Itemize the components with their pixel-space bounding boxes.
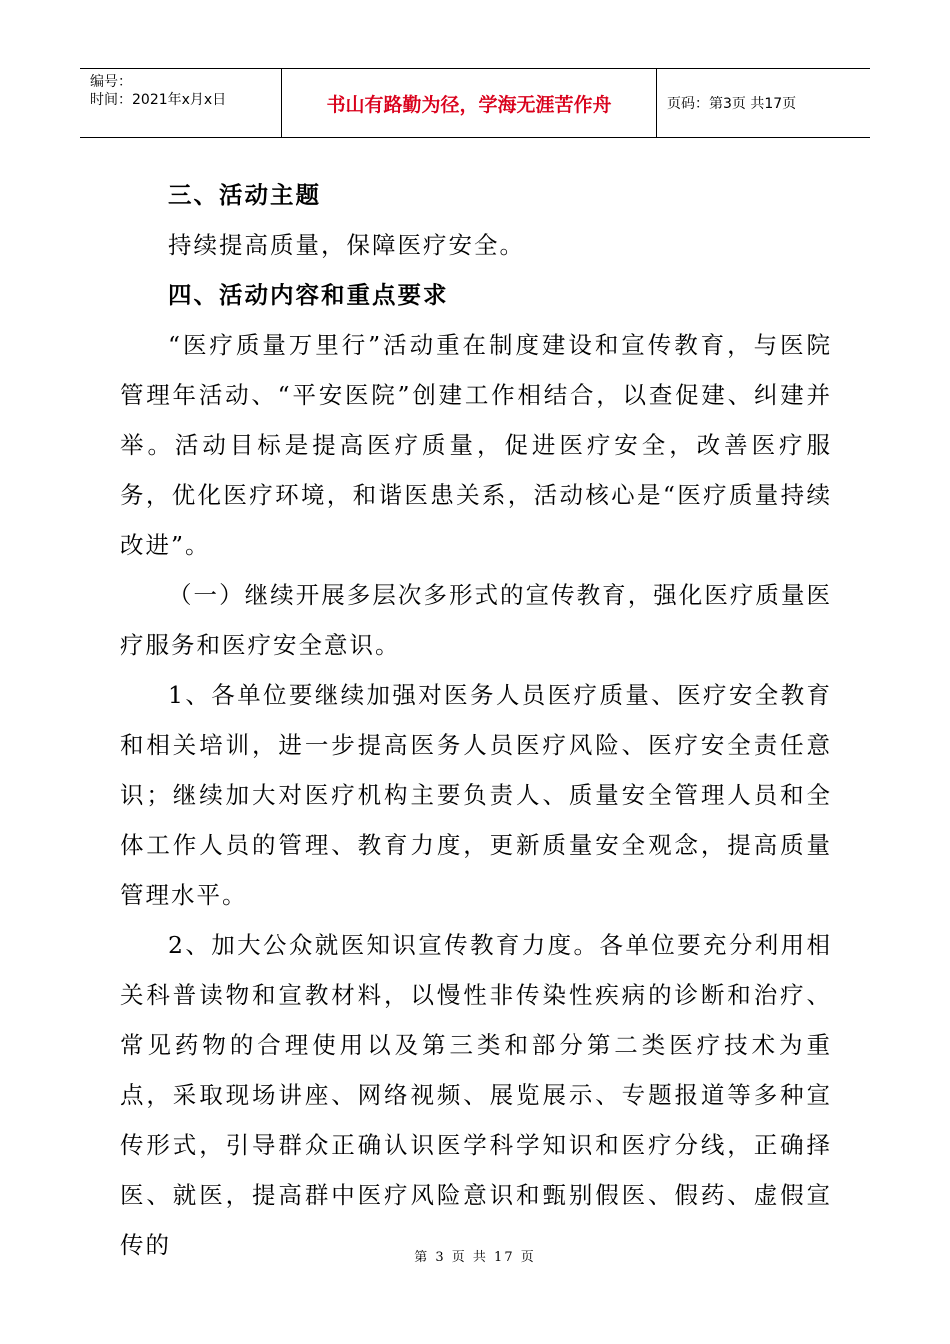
paragraph-intro: “医疗质量万里行”活动重在制度建设和宣传教育，与医院管理年活动、“平安医院”创建工作相结合，以查促建、纠建并举。活动目标是提高医疗质量，促进医疗安全，改善医疗服务，优化医疗环境，和谐医患关系，活动核心是“医疗质量持续改进”。	[120, 331, 832, 559]
section-heading-content: 四、活动内容和重点要求	[168, 281, 449, 309]
header-meta	[80, 69, 282, 137]
section-heading-theme: 三、活动主题	[168, 181, 321, 209]
header-page-info: 页码：第3页 共17页	[667, 96, 797, 112]
paragraph-item-1: 1、各单位要继续加强对医务人员医疗质量、医疗安全教育和相关培训，进一步提高医务人员医疗风险、医疗安全责任意识；继续加大对医疗机构主要负责人、质量安全管理人员和全体工作人员的管理、教育力度，更新质量安全观念，提高质量管理水平。	[120, 681, 832, 909]
page-footer: 第 3 页 共 17 页	[414, 1250, 536, 1265]
paragraph-item-2: 2、加大公众就医知识宣传教育力度。各单位要充分利用相关科普读物和宣教材料，以慢性非传染性疾病的诊断和治疗、常见药物的合理使用以及第三类和部分第二类医疗技术为重点，采取现场讲座、网络视频、展览展示、专题报道等多种宣传形式，引导群众正确认识医学科学知识和医疗分线，正确择医、就医，提高群中医疗风险意识和甄别假医、假药、虚假宣传的	[120, 931, 832, 1259]
header-motto: 书山有路勤为径，学海无涯苦作舟	[282, 69, 657, 137]
document-body	[120, 170, 832, 1270]
page-header	[80, 68, 870, 138]
paragraph-subsection-1: （一）继续开展多层次多形式的宣传教育，强化医疗质量医疗服务和医疗安全意识。	[120, 581, 832, 659]
paragraph-theme: 持续提高质量，保障医疗安全。	[168, 231, 525, 259]
document-time-label: 时间：2021年x月x日	[90, 92, 227, 108]
document-number-label: 编号：	[90, 74, 132, 90]
